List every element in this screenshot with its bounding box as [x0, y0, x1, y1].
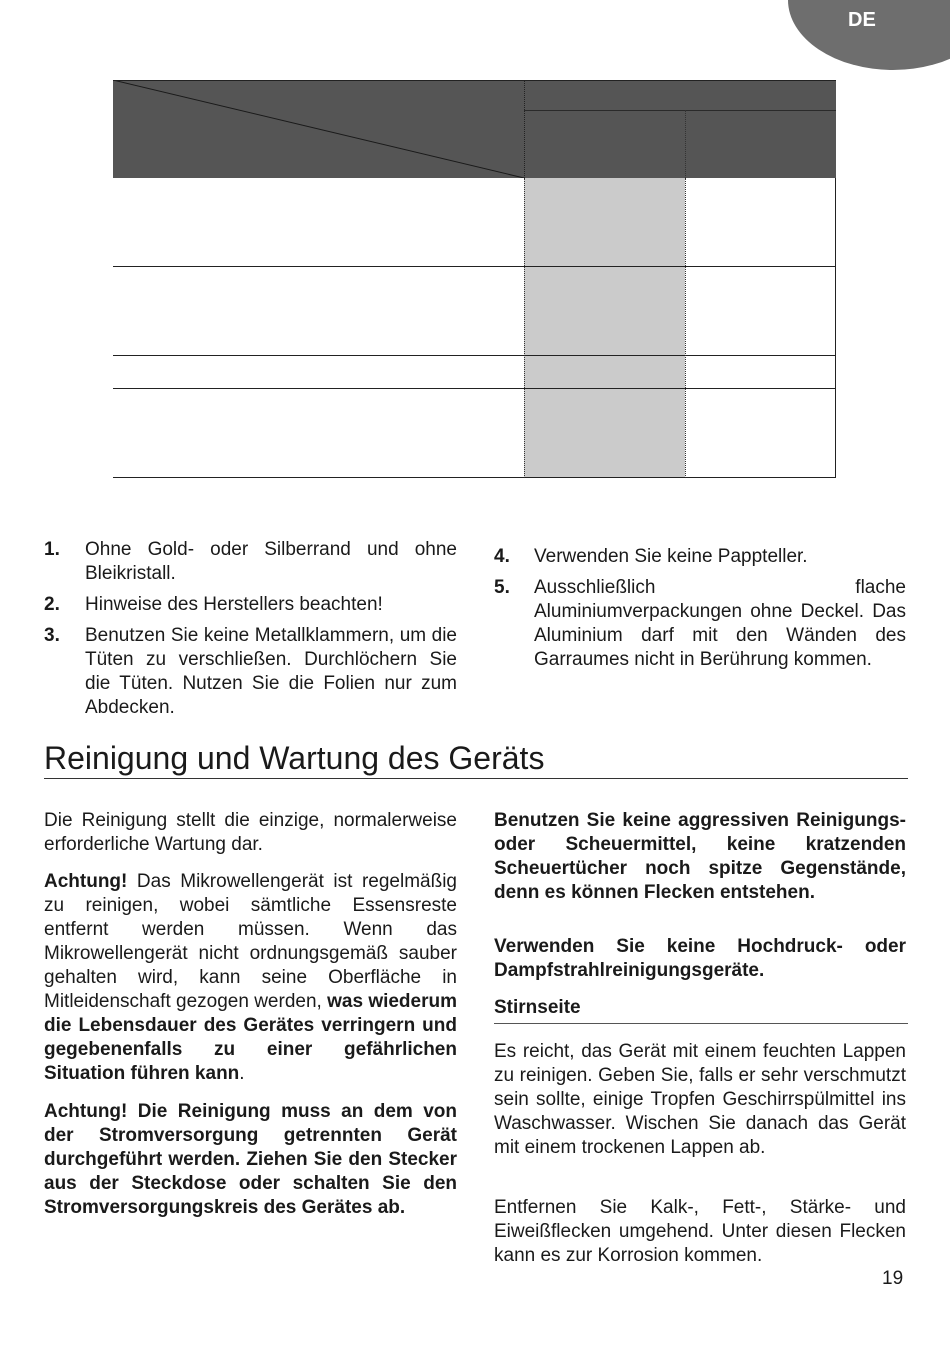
note-text: Verwenden Sie keine Pappteller. [534, 546, 808, 567]
note-item [494, 576, 906, 696]
cookware-table [113, 80, 836, 478]
subheading-front: Stirnseite [494, 997, 581, 1018]
subheading-rule [494, 1023, 908, 1024]
stain-paragraph: Entfernen Sie Kalk-, Fett-, Stärke- und Eiweißflecken umgehend. Unter diesen Flecken kann es zur Korrosion kommen. [494, 1197, 906, 1266]
table-column-divider [524, 178, 525, 478]
note-item [494, 545, 906, 571]
note-number: 3. [44, 625, 60, 646]
table-right-border [835, 178, 836, 478]
note-number: 1. [44, 539, 60, 560]
warning-paragraph [44, 870, 457, 1086]
section-title: Reinigung und Wartung des Geräts [44, 740, 545, 776]
table-row-rule [113, 355, 836, 356]
note-text: Benutzen Sie keine Metallklammern, um die Tüten zu verschließen. Durchlöchern Sie die Tüten. Nutzen Sie die Folien nur zum Abdecken. [85, 625, 457, 718]
cleaning-agents-warning: Benutzen Sie keine aggressiven Reinigungs- oder Scheuermittel, keine kratzenden Scheuertücher noch spitze Gegenstände, denn es können Flecken entstehen. [494, 810, 906, 903]
note-item [44, 538, 457, 584]
intro-paragraph: Die Reinigung stellt die einzige, normalerweise erforderliche Wartung dar. [44, 810, 457, 855]
warning-label: Achtung! [44, 871, 128, 892]
table-diagonal [113, 80, 525, 178]
front-cleaning-paragraph: Es reicht, das Gerät mit einem feuchten Lappen zu reinigen. Geben Sie, falls er sehr verschmutzt sein sollte, einige Tropfen Geschirrspülmittel ins Waschwasser. Wischen Sie danach das Gerät mit einem trockenen Lappen ab. [494, 1041, 906, 1158]
note-number: 4. [494, 546, 510, 567]
note-number: 2. [44, 594, 60, 615]
pressure-cleaner-warning: Verwenden Sie keine Hochdruck- oder Dampfstrahlreinigungsgeräte. [494, 936, 906, 981]
disconnect-warning: Achtung! Die Reinigung muss an dem von der Stromversorgung getrennten Gerät durchgeführt werden. Ziehen Sie den Stecker aus der Steckdose oder schalten Sie den Stromversorgungskreis des Gerätes ab. [44, 1101, 457, 1218]
section-title-rule [44, 778, 908, 779]
note-number: 5. [494, 577, 510, 598]
table-row-rule [113, 477, 836, 478]
warning-end: . [239, 1063, 245, 1084]
warning-bold-text: was wiederum die Lebensdauer des Gerätes verringern und gegebenenfalls zu einer gefährlichen Situation führen kann [44, 991, 458, 1084]
note-text: Ohne Gold- oder Silberrand und ohne Bleikristall. [85, 539, 457, 584]
table-row-rule [113, 266, 836, 267]
table-column-divider [685, 178, 686, 478]
table-row-rule [113, 388, 836, 389]
note-item [44, 593, 457, 619]
note-item [44, 624, 457, 720]
warning-text: Das Mikrowellengerät ist regelmäßig zu reinigen, wobei sämtliche Essensreste entfernt werden müssen. Wenn das Mikrowellengerät nicht ordnungsgemäß sauber gehalten wird, kann seine Oberfläche in Mitleidenschaft gezogen werden, [44, 871, 457, 1012]
page-number: 19 [882, 1268, 904, 1289]
table-rule [113, 80, 836, 81]
table-shaded-column [524, 178, 685, 477]
table-rule [524, 110, 836, 111]
note-text: Ausschließlich flache Aluminiumverpackungen ohne Deckel. Das Aluminium darf mit den Wänden des Garraumes nicht in Berührung kommen. [534, 577, 906, 670]
language-badge-label: DE [848, 9, 876, 31]
note-text: Hinweise des Herstellers beachten! [85, 594, 383, 615]
